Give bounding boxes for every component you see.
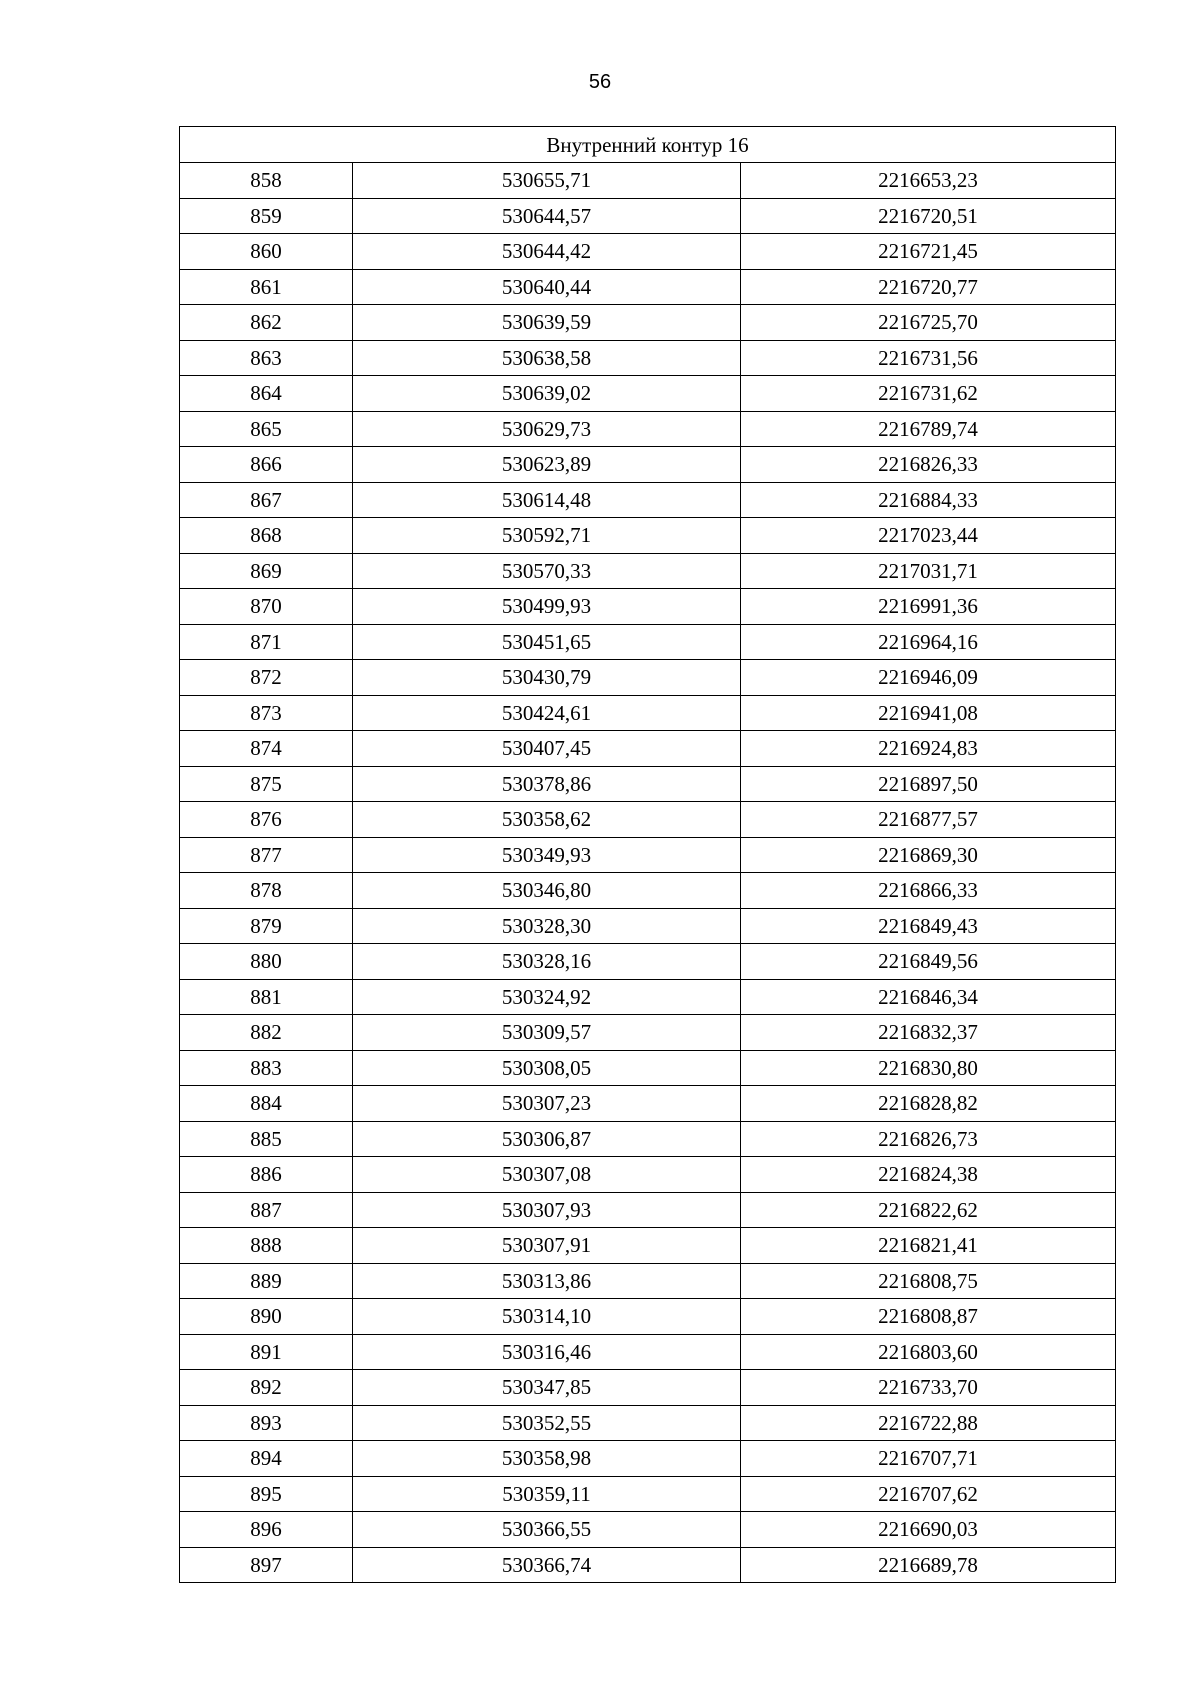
point-number-cell: 891	[180, 1334, 353, 1370]
table-row	[180, 944, 1116, 980]
point-number-cell: 870	[180, 589, 353, 625]
point-number-cell: 887	[180, 1192, 353, 1228]
point-number-cell: 884	[180, 1086, 353, 1122]
section-title: Внутренний контур 16	[180, 127, 1116, 163]
x-coordinate-cell: 530430,79	[353, 660, 741, 696]
table-row	[180, 1370, 1116, 1406]
section-title-row	[180, 127, 1116, 163]
point-number-cell: 894	[180, 1441, 353, 1477]
x-coordinate-cell: 530407,45	[353, 731, 741, 767]
x-coordinate-cell: 530324,92	[353, 979, 741, 1015]
point-number-cell: 867	[180, 482, 353, 518]
x-coordinate-cell: 530614,48	[353, 482, 741, 518]
y-coordinate-cell: 2216884,33	[741, 482, 1116, 518]
y-coordinate-cell: 2216731,56	[741, 340, 1116, 376]
y-coordinate-cell: 2216826,33	[741, 447, 1116, 483]
point-number-cell: 889	[180, 1263, 353, 1299]
table-row	[180, 518, 1116, 554]
x-coordinate-cell: 530358,98	[353, 1441, 741, 1477]
point-number-cell: 878	[180, 873, 353, 909]
y-coordinate-cell: 2217031,71	[741, 553, 1116, 589]
table-row	[180, 1157, 1116, 1193]
table-row	[180, 376, 1116, 412]
table-row	[180, 1121, 1116, 1157]
table-row	[180, 1334, 1116, 1370]
point-number-cell: 873	[180, 695, 353, 731]
x-coordinate-cell: 530640,44	[353, 269, 741, 305]
y-coordinate-cell: 2216690,03	[741, 1512, 1116, 1548]
y-coordinate-cell: 2216946,09	[741, 660, 1116, 696]
y-coordinate-cell: 2216707,71	[741, 1441, 1116, 1477]
table-row	[180, 1299, 1116, 1335]
table-row	[180, 340, 1116, 376]
x-coordinate-cell: 530366,55	[353, 1512, 741, 1548]
x-coordinate-cell: 530307,08	[353, 1157, 741, 1193]
y-coordinate-cell: 2216725,70	[741, 305, 1116, 341]
table-row	[180, 589, 1116, 625]
table-row	[180, 269, 1116, 305]
point-number-cell: 892	[180, 1370, 353, 1406]
x-coordinate-cell: 530451,65	[353, 624, 741, 660]
point-number-cell: 876	[180, 802, 353, 838]
y-coordinate-cell: 2216832,37	[741, 1015, 1116, 1051]
point-number-cell: 859	[180, 198, 353, 234]
x-coordinate-cell: 530655,71	[353, 163, 741, 199]
y-coordinate-cell: 2216824,38	[741, 1157, 1116, 1193]
point-number-cell: 871	[180, 624, 353, 660]
table-row	[180, 411, 1116, 447]
point-number-cell: 890	[180, 1299, 353, 1335]
x-coordinate-cell: 530358,62	[353, 802, 741, 838]
page-number: 56	[588, 71, 612, 93]
table-row	[180, 482, 1116, 518]
x-coordinate-cell: 530638,58	[353, 340, 741, 376]
x-coordinate-cell: 530347,85	[353, 1370, 741, 1406]
table-row	[180, 1050, 1116, 1086]
y-coordinate-cell: 2216720,51	[741, 198, 1116, 234]
x-coordinate-cell: 530424,61	[353, 695, 741, 731]
table-row	[180, 553, 1116, 589]
point-number-cell: 881	[180, 979, 353, 1015]
y-coordinate-cell: 2216707,62	[741, 1476, 1116, 1512]
x-coordinate-cell: 530352,55	[353, 1405, 741, 1441]
point-number-cell: 896	[180, 1512, 353, 1548]
point-number-cell: 888	[180, 1228, 353, 1264]
point-number-cell: 868	[180, 518, 353, 554]
table-row	[180, 163, 1116, 199]
table-row	[180, 305, 1116, 341]
y-coordinate-cell: 2216877,57	[741, 802, 1116, 838]
table-row	[180, 1192, 1116, 1228]
x-coordinate-cell: 530313,86	[353, 1263, 741, 1299]
y-coordinate-cell: 2216721,45	[741, 234, 1116, 270]
point-number-cell: 895	[180, 1476, 353, 1512]
coordinates-table	[179, 126, 1116, 1583]
table-row	[180, 234, 1116, 270]
coordinates-table-body	[180, 127, 1116, 1583]
table-row	[180, 731, 1116, 767]
table-row	[180, 837, 1116, 873]
x-coordinate-cell: 530316,46	[353, 1334, 741, 1370]
y-coordinate-cell: 2216826,73	[741, 1121, 1116, 1157]
point-number-cell: 893	[180, 1405, 353, 1441]
y-coordinate-cell: 2216689,78	[741, 1547, 1116, 1583]
y-coordinate-cell: 2216789,74	[741, 411, 1116, 447]
x-coordinate-cell: 530359,11	[353, 1476, 741, 1512]
table-row	[180, 1441, 1116, 1477]
y-coordinate-cell: 2216991,36	[741, 589, 1116, 625]
table-row	[180, 695, 1116, 731]
table-row	[180, 766, 1116, 802]
y-coordinate-cell: 2216720,77	[741, 269, 1116, 305]
x-coordinate-cell: 530314,10	[353, 1299, 741, 1335]
x-coordinate-cell: 530306,87	[353, 1121, 741, 1157]
x-coordinate-cell: 530639,59	[353, 305, 741, 341]
x-coordinate-cell: 530644,57	[353, 198, 741, 234]
point-number-cell: 883	[180, 1050, 353, 1086]
y-coordinate-cell: 2216964,16	[741, 624, 1116, 660]
table-row	[180, 1476, 1116, 1512]
y-coordinate-cell: 2216733,70	[741, 1370, 1116, 1406]
x-coordinate-cell: 530349,93	[353, 837, 741, 873]
table-row	[180, 1512, 1116, 1548]
x-coordinate-cell: 530629,73	[353, 411, 741, 447]
y-coordinate-cell: 2216653,23	[741, 163, 1116, 199]
table-row	[180, 1263, 1116, 1299]
y-coordinate-cell: 2216866,33	[741, 873, 1116, 909]
y-coordinate-cell: 2217023,44	[741, 518, 1116, 554]
point-number-cell: 885	[180, 1121, 353, 1157]
x-coordinate-cell: 530378,86	[353, 766, 741, 802]
point-number-cell: 872	[180, 660, 353, 696]
point-number-cell: 880	[180, 944, 353, 980]
point-number-cell: 860	[180, 234, 353, 270]
x-coordinate-cell: 530570,33	[353, 553, 741, 589]
point-number-cell: 897	[180, 1547, 353, 1583]
table-row	[180, 1405, 1116, 1441]
point-number-cell: 886	[180, 1157, 353, 1193]
y-coordinate-cell: 2216849,56	[741, 944, 1116, 980]
y-coordinate-cell: 2216941,08	[741, 695, 1116, 731]
point-number-cell: 858	[180, 163, 353, 199]
table-row	[180, 979, 1116, 1015]
y-coordinate-cell: 2216821,41	[741, 1228, 1116, 1264]
y-coordinate-cell: 2216808,75	[741, 1263, 1116, 1299]
point-number-cell: 864	[180, 376, 353, 412]
x-coordinate-cell: 530328,16	[353, 944, 741, 980]
y-coordinate-cell: 2216731,62	[741, 376, 1116, 412]
table-row	[180, 1015, 1116, 1051]
x-coordinate-cell: 530639,02	[353, 376, 741, 412]
point-number-cell: 865	[180, 411, 353, 447]
point-number-cell: 874	[180, 731, 353, 767]
x-coordinate-cell: 530366,74	[353, 1547, 741, 1583]
point-number-cell: 862	[180, 305, 353, 341]
y-coordinate-cell: 2216828,82	[741, 1086, 1116, 1122]
y-coordinate-cell: 2216808,87	[741, 1299, 1116, 1335]
point-number-cell: 879	[180, 908, 353, 944]
point-number-cell: 882	[180, 1015, 353, 1051]
x-coordinate-cell: 530346,80	[353, 873, 741, 909]
table-row	[180, 447, 1116, 483]
table-row	[180, 198, 1116, 234]
table-row	[180, 660, 1116, 696]
y-coordinate-cell: 2216849,43	[741, 908, 1116, 944]
y-coordinate-cell: 2216846,34	[741, 979, 1116, 1015]
x-coordinate-cell: 530307,23	[353, 1086, 741, 1122]
y-coordinate-cell: 2216803,60	[741, 1334, 1116, 1370]
table-row	[180, 1547, 1116, 1583]
point-number-cell: 863	[180, 340, 353, 376]
x-coordinate-cell: 530328,30	[353, 908, 741, 944]
table-row	[180, 908, 1116, 944]
table-row	[180, 873, 1116, 909]
x-coordinate-cell: 530309,57	[353, 1015, 741, 1051]
y-coordinate-cell: 2216869,30	[741, 837, 1116, 873]
point-number-cell: 875	[180, 766, 353, 802]
point-number-cell: 866	[180, 447, 353, 483]
table-row	[180, 1086, 1116, 1122]
x-coordinate-cell: 530499,93	[353, 589, 741, 625]
y-coordinate-cell: 2216822,62	[741, 1192, 1116, 1228]
x-coordinate-cell: 530592,71	[353, 518, 741, 554]
y-coordinate-cell: 2216722,88	[741, 1405, 1116, 1441]
y-coordinate-cell: 2216924,83	[741, 731, 1116, 767]
x-coordinate-cell: 530308,05	[353, 1050, 741, 1086]
table-row	[180, 624, 1116, 660]
y-coordinate-cell: 2216830,80	[741, 1050, 1116, 1086]
x-coordinate-cell: 530644,42	[353, 234, 741, 270]
x-coordinate-cell: 530307,91	[353, 1228, 741, 1264]
x-coordinate-cell: 530307,93	[353, 1192, 741, 1228]
point-number-cell: 877	[180, 837, 353, 873]
x-coordinate-cell: 530623,89	[353, 447, 741, 483]
y-coordinate-cell: 2216897,50	[741, 766, 1116, 802]
point-number-cell: 861	[180, 269, 353, 305]
point-number-cell: 869	[180, 553, 353, 589]
table-row	[180, 1228, 1116, 1264]
table-row	[180, 802, 1116, 838]
